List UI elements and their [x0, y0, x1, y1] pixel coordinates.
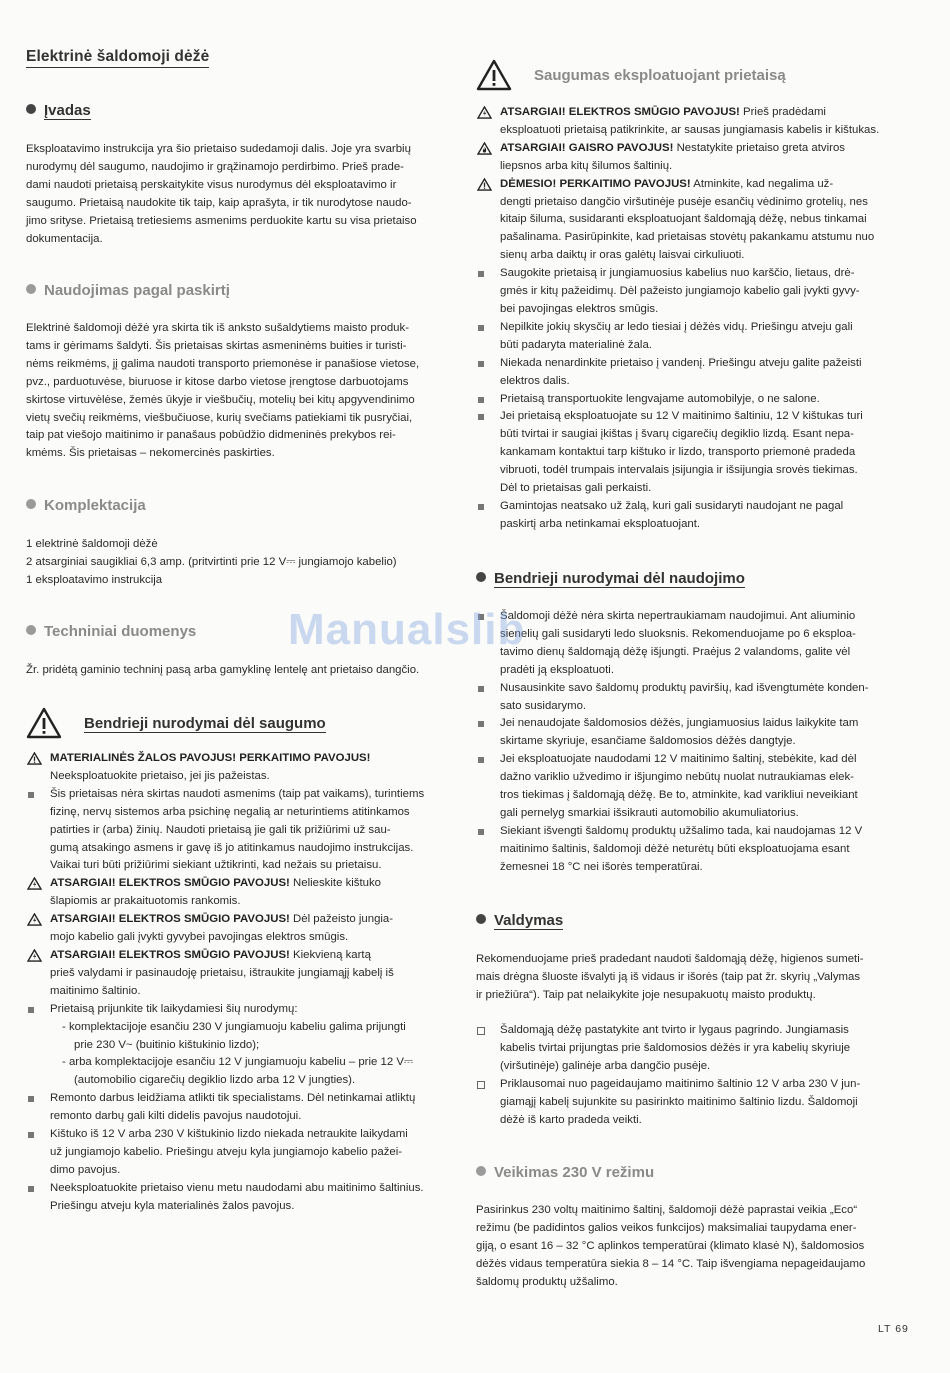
text-line: paskirtį arba netinkamai eksploatuojant.	[500, 517, 701, 530]
text-line: mais drėgna šluoste išvalyti ją iš vidaus ir išorės (taip pat žr. skyrių „Valymas	[476, 970, 861, 983]
warning-label: ATSARGIAI! ELEKTROS SMŪGIO PAVOJUS!	[500, 106, 740, 118]
text-line: 1 eksploatavimo instrukcija	[26, 573, 163, 586]
text-line: gumą atsakingo asmens ir gavę iš jo atitinkamus naudojimo instrukcijas.	[50, 841, 414, 854]
text-line: Nepilkite jokių skysčių ar ledo tiesiai į dėžės vidų. Priešingu atveju gali	[500, 320, 853, 333]
valdymas-intro	[476, 951, 864, 1005]
text-line: šlapiomis ar prakaituotomis rankomis.	[50, 895, 241, 908]
warning-triangle-icon	[27, 752, 42, 765]
text-line: Priešingu atveju kyla materialinės žalos pavojus.	[50, 1199, 295, 1212]
square-bullet-icon	[478, 271, 484, 277]
text-line: fizinę, nervų sistemos arba psichinę negalią ar neturintiems atitinkamos	[50, 805, 410, 818]
fire-warning-icon	[477, 142, 492, 155]
text-line: Vaikai turi būti prižiūrimi siekiant užtikrinti, kad nežais su prietaisu.	[50, 859, 382, 872]
text-line: giją, o esant 16 – 32 °C aplinkos temperatūrai (klimato klasė N), šaldomosios	[476, 1239, 865, 1252]
text-line: dažno variklio užvedimo ir išjungimo nebūtų nuolat nutraukiamas elek-	[500, 771, 854, 784]
bullet-icon	[476, 1166, 486, 1176]
text-line: Kištuko iš 12 V arba 230 V kištukinio lizdo niekada netraukite laikydami	[50, 1128, 408, 1141]
text-fragment: Nestatykite prietaiso greta atviros	[673, 141, 845, 154]
text-line: Saugokite prietaisą ir jungiamuosius kabelius nuo karščio, lietaus, drė-	[500, 267, 855, 280]
heading-text: Naudojimas pagal paskirtį	[44, 282, 230, 299]
square-bullet-icon	[478, 397, 484, 403]
warning-item	[26, 911, 458, 947]
text-line: tams ir gėrimams šaldyti. Šis prietaisas skirtas asmeninėms buities ir turisti-	[26, 339, 407, 352]
text-line: prieš valydami ir pasinaudoję prietaisu, ištraukite jungiamąjį kabelį iš	[50, 966, 394, 979]
checkbox-bullet-icon	[477, 1027, 485, 1035]
veikimas-body	[476, 1202, 865, 1292]
square-bullet-icon	[478, 686, 484, 692]
text-line: vibruoti, todėl trumpais intervalais įsijungia ir išsijungia srovės tiekimas.	[500, 464, 858, 477]
text-line: elektros dalis.	[500, 374, 570, 387]
text-line: gmės ir kitų pažeidimų. Dėl pažeisto jungiamojo kabelio gali įvykti gyvy-	[500, 285, 860, 298]
text-line: gali pernelyg smarkiai išsikrauti automobilio akumuliatorius.	[500, 806, 799, 819]
text-line: Priklausomai nuo pageidaujamo maitinimo šaltinio 12 V arba 230 V jun-	[500, 1077, 861, 1090]
section-heading-valdymas	[476, 912, 563, 929]
warning-triangle-icon	[477, 106, 492, 119]
text-fragment: Kiekvieną kartą	[289, 948, 371, 961]
text-line: režimu (be padidintos galios veikos funkcijos) maksimaliai taupydama ener-	[476, 1221, 857, 1234]
warning-triangle-icon	[27, 913, 42, 926]
sub-line: - komplektacijoje esančiu 230 V jungiamuoju kabeliu galima prijungti	[62, 1020, 406, 1033]
text-line: dokumentacija.	[26, 232, 103, 245]
watermark: Manualslib	[288, 605, 526, 654]
list-item	[476, 265, 910, 319]
techniniai-body	[26, 662, 419, 680]
list-item	[476, 319, 910, 355]
list-item	[476, 355, 910, 391]
sub-line: (automobilio cigarečių degiklio lizdo arba 12 V jungties).	[74, 1074, 356, 1087]
section-heading-saugumas	[26, 707, 326, 739]
text-line: būti tvirtai ir saugiai įkištas į švarų cigarečių degiklio lizdą. Esant nepa-	[500, 428, 854, 441]
square-bullet-icon	[478, 721, 484, 727]
bullet-icon	[476, 914, 486, 924]
text-line: saugumo. Prietaisą naudokite tik taip, kaip aprašyta, ir tik nurodytose naudo-	[26, 196, 412, 209]
warning-label: ATSARGIAI! GAISRO PAVOJUS!	[500, 141, 674, 154]
text-line: 2 atsarginiai saugikliai 6,3 amp. (pritvirtinti prie 12 V⎓ jungiamojo kabelio)	[26, 555, 397, 568]
heading-text: Valdymas	[494, 912, 564, 929]
text-line: pradėti ją eksploatuoti.	[500, 663, 614, 676]
text-line: Jei eksploatuojate naudodami 12 V maitinimo šaltinį, stebėkite, kad dėl	[500, 753, 857, 766]
warning-label: ATSARGIAI! ELEKTROS SMŪGIO PAVOJUS!	[50, 877, 290, 890]
valdymas-steps	[476, 1022, 910, 1129]
text-fragment: Dėl pažeisto jungia-	[289, 913, 394, 926]
warning-item	[26, 875, 458, 911]
text-line: bei pavojingas elektros smūgis.	[500, 302, 659, 315]
text-line: liepsnos arba kitų šilumos šaltinių.	[500, 159, 673, 172]
heading-text: Saugumas eksploatuojant prietaisą	[534, 66, 786, 84]
step-item	[476, 1076, 910, 1130]
text-line: Šaldomoji dėžė nėra skirta nepertraukiamam naudojimui. Ant aliuminio	[500, 610, 856, 622]
step-item	[476, 1022, 910, 1076]
square-bullet-icon	[478, 829, 484, 835]
list-item	[26, 1090, 458, 1126]
square-bullet-icon	[478, 414, 484, 420]
text-line: Nusausinkite savo šaldomų produktų paviršių, kad išvengtumėte konden-	[500, 681, 869, 694]
text-fragment: Prieš pradėdami	[739, 106, 826, 118]
text-line: pašalinama. Pasirūpinkite, kad prietaisas stovėtų pakankamu atstumu nuo	[500, 231, 875, 244]
list-item	[476, 715, 910, 751]
text-line: ir priežiūra“). Taip pat nelaikykite joje nesupakuotų maisto produktų.	[476, 988, 816, 1001]
text-line: skirtame skyriuje, esančiame šaldomosios dėžės dangtyje.	[500, 735, 796, 748]
sub-line: prie 230 V~ (buitinio kištukinio lizdo);	[74, 1038, 260, 1051]
square-bullet-icon	[478, 361, 484, 367]
text-line: Neeksploatuokite prietaiso vienu metu naudodami abu maitinimo šaltinius.	[50, 1181, 424, 1194]
text-line: nėms reikmėms, jį galima naudoti transporto priemonėse ir panašiose vietose,	[26, 357, 420, 370]
text-line: Jei prietaisą eksploatuojate su 12 V maitinimo šaltiniu, 12 V kištukas turi	[500, 410, 863, 423]
page-number: LT 69	[878, 1323, 909, 1335]
warning-triangle-icon	[476, 59, 512, 91]
list-item	[476, 391, 910, 409]
heading-text: Komplektacija	[44, 497, 146, 514]
text-line: maitinimo šaltinio.	[50, 984, 141, 997]
text-line: skirtose virtuvėlėse, žemės ūkyje ir viešbučių, motelių bei kitų apgyvendinimo	[26, 393, 415, 406]
text-fragment: Nelieskite kištuko	[289, 877, 382, 890]
text-line: Prietaisą transportuokite lengvajame automobilyje, o ne salone.	[500, 392, 820, 405]
heading-text: Bendrieji nurodymai dėl naudojimo	[494, 570, 745, 587]
text-line: dengti prietaiso dangčio viršutinėje pusėje esančių vėdinimo grotelių, nes	[500, 195, 868, 208]
section-heading-komplektacija	[26, 497, 146, 514]
text-line: Pasirinkus 230 voltų maitinimo šaltinį, šaldomoji dėžė paprastai veikia „Eco“	[476, 1204, 858, 1216]
text-line: vietų svečių reikmėms, viešbučiuose, kurių svečiams patiekiami tik pusryčiai,	[26, 411, 413, 424]
heading-text: Įvadas	[44, 102, 91, 119]
list-item	[26, 786, 458, 876]
warning-item	[26, 947, 458, 1001]
square-bullet-icon	[28, 1096, 34, 1102]
text-line: mojo kabelio gali įvykti gyvybei pavojingas elektros smūgis.	[50, 931, 349, 944]
square-bullet-icon	[478, 504, 484, 510]
text-line: tavimo dienų šaldomąją dėžę išjungti. Praėjus 2 valandoms, galite vėl	[500, 645, 851, 658]
sub-line: - arba komplektacijoje esančiu 12 V jungiamuoju kabeliu – prie 12 V⎓	[62, 1056, 414, 1069]
text-line: būti padaryta materialinė žala.	[500, 338, 652, 351]
section-heading-saugumas-eksploatuojant	[476, 59, 786, 91]
text-line: Siekiant išvengti šaldomų produktų užšalimo tada, kai naudojamas 12 V	[500, 824, 863, 837]
text-line: dėžė iš karto pradeda veikti.	[500, 1113, 642, 1126]
bullet-icon	[26, 625, 36, 635]
saugumas-body	[26, 750, 458, 1216]
text-line: žemesnei 18 °C nei išorės temperatūrai.	[500, 860, 703, 873]
text-line: nurodymų dėl saugumo, naudojimo ir grąžinamojo perdirbimo. Prieš prade-	[26, 160, 404, 173]
bullet-icon	[26, 499, 36, 509]
square-bullet-icon	[28, 1132, 34, 1138]
section-heading-naudojimo	[476, 570, 745, 587]
warning-label: DĖMESIO! PERKAITIMO PAVOJUS!	[500, 177, 691, 190]
text-line: Jei nenaudojate šaldomosios dėžės, jungiamuosius laidus laikykite tam	[500, 717, 859, 730]
warning-item	[476, 104, 910, 140]
text-line: Remonto darbus leidžiama atlikti tik specialistams. Dėl netinkamai atliktų	[50, 1092, 416, 1105]
warning-item	[476, 140, 910, 176]
section-heading-veikimas	[476, 1164, 654, 1181]
warning-item	[26, 750, 458, 786]
list-item	[26, 1001, 458, 1091]
text-line: Šis prietaisas nėra skirtas naudoti asmenims (taip pat vaikams), turintiems	[50, 787, 425, 800]
heading-text: Bendrieji nurodymai dėl saugumo	[84, 714, 326, 732]
list-item	[476, 680, 910, 716]
text-fragment: Atminkite, kad negalima už-	[690, 177, 834, 190]
checkbox-bullet-icon	[477, 1081, 485, 1089]
text-line: Dėl to prietaisas gali perkaisti.	[500, 482, 652, 495]
ivadas-body	[26, 141, 417, 248]
square-bullet-icon	[28, 792, 34, 798]
section-heading-ivadas	[26, 102, 91, 119]
bullet-icon	[26, 104, 36, 114]
text-line: šaldomų produktų užšalimo.	[476, 1275, 618, 1288]
text-line: tros tiekimas į šaldomąją dėžę. Be to, atminkite, kad varikliui neveikiant	[500, 789, 858, 802]
text-line: Niekada nenardinkite prietaiso į vandenį. Priešingu atveju galite pažeisti	[500, 356, 862, 369]
section-heading-techniniai	[26, 623, 196, 640]
text-line: kitaip šiluma, susidaranti eksploatuojant šaldomąją dėžę, nebus tinkamai	[500, 213, 867, 226]
text-line: už jungiamojo kabelio. Priešingu atveju kyla jungiamojo kabelio pažei-	[50, 1145, 403, 1158]
text-line: sienų arba daiktų ir oras galėtų laisvai cirkuliuoti.	[500, 249, 745, 262]
text-line: 1 elektrinė šaldomoji dėžė	[26, 538, 158, 550]
text-line: Gamintojas neatsako už žalą, kuri gali susidaryti naudojant ne pagal	[500, 499, 844, 512]
text-line: giamąjį kabelį sujunkite su pasirinkto maitinimo šaltinio lizdu. Šaldomoji	[500, 1095, 858, 1108]
komplektacija-body	[26, 536, 397, 590]
saugumas-eksploatuojant-body	[476, 104, 910, 534]
text-line: patirties ir (arba) žinių. Naudoti prietaisą jie gali tik prižiūrimi už sau-	[50, 823, 391, 836]
square-bullet-icon	[478, 325, 484, 331]
section-heading-naudojimas	[26, 282, 230, 299]
warning-triangle-icon	[26, 707, 62, 739]
text-line: pvz., parduotuvėse, biuruose ir kitose darbo vietose įrengtose darbuotojams	[26, 375, 409, 388]
text-line: Elektrinė šaldomoji dėžė yra skirta tik iš anksto sušaldytiems maisto produk-	[26, 322, 409, 334]
text-line: Žr. pridėtą gaminio techninį pasą arba gamyklinę lentelę ant prietaiso dangčio.	[26, 664, 420, 676]
square-bullet-icon	[28, 1186, 34, 1192]
list-item	[26, 1126, 458, 1180]
text-line: Prietaisą prijunkite tik laikydamiesi šių nurodymų:	[50, 1002, 298, 1015]
text-line: Šaldomąją dėžę pastatykite ant tvirto ir lygaus pagrindo. Jungiamasis	[500, 1024, 849, 1036]
naudojimo-body	[476, 608, 910, 877]
text-line: remonto darbų gali kilti didelis pavojus naudotojui.	[50, 1110, 302, 1123]
heading-text: Veikimas 230 V režimu	[494, 1164, 655, 1181]
text-line: taip pat viešojo maitinimo ir panašaus pobūdžio didmeninės prekybos rei-	[26, 429, 396, 442]
warning-item	[476, 176, 910, 266]
text-line: Eksploatavimo instrukcija yra šio prietaiso sudedamoji dalis. Joje yra svarbių	[26, 143, 411, 155]
warning-label: ATSARGIAI! ELEKTROS SMŪGIO PAVOJUS!	[50, 913, 290, 926]
heading-text: Techniniai duomenys	[44, 623, 197, 640]
list-item	[476, 751, 910, 823]
bullet-icon	[26, 284, 36, 294]
square-bullet-icon	[28, 1007, 34, 1013]
text-line: dami naudoti prietaisą perskaitykite visus nurodymus dėl eksploatavimo ir	[26, 178, 397, 191]
text-line: kankamam kontaktui tarp kištuko ir lizdo, transporto priemonė pradeda	[500, 446, 856, 459]
text-line: sienelių gali susidaryti ledo sluoksnis. Rekomenduojame po 6 eksploa-	[500, 627, 856, 640]
text-line: Neeksploatuokite prietaiso, jei jis pažeistas.	[50, 769, 270, 782]
naudojimas-body	[26, 320, 419, 463]
document-title: Elektrinė šaldomoji dėžė	[26, 48, 209, 68]
warning-triangle-icon	[27, 877, 42, 890]
bullet-icon	[476, 572, 486, 582]
list-item	[26, 1180, 458, 1216]
text-line: Rekomenduojame prieš pradedant naudoti šaldomąją dėžę, higienos sumeti-	[476, 953, 864, 965]
list-item	[476, 498, 910, 534]
text-line: maitinimo šaltinis, šaldomoji dėžė neturėtų būti eksploatuojama esant	[500, 842, 850, 855]
text-line: sato susidarymo.	[500, 699, 587, 712]
warning-triangle-icon	[27, 949, 42, 962]
text-line: jimo srityse. Prietaisą tretiesiems asmenims perduokite kartu su visa prietaiso	[26, 214, 417, 227]
text-line: eksploatuoti prietaisą patikrinkite, ar sausas jungiamasis kabelis ir kištukas.	[500, 123, 880, 136]
list-item	[476, 823, 910, 877]
text-line: kabelis tvirtai prijungtas prie šaldomosios dėžės ir yra kabelių skyriuje	[500, 1041, 851, 1054]
list-item	[476, 408, 910, 498]
text-line: (viršutinėje) galinėje arba dangčio pusėje.	[500, 1059, 711, 1072]
warning-triangle-icon	[477, 178, 492, 191]
warning-label: ATSARGIAI! ELEKTROS SMŪGIO PAVOJUS!	[50, 948, 290, 961]
text-line: kmėms. Šis prietaisas – nekomercinės paskirties.	[26, 447, 275, 460]
text-line: dėžės vidaus temperatūra siekia 8 – 14 °C. Taip išvengiama nepageidaujamo	[476, 1257, 866, 1270]
list-item	[476, 608, 910, 680]
square-bullet-icon	[478, 757, 484, 763]
text-line: dimo pavojus.	[50, 1163, 121, 1176]
warning-label: MATERIALINĖS ŽALOS PAVOJUS! PERKAITIMO PAVOJUS!	[50, 752, 371, 764]
